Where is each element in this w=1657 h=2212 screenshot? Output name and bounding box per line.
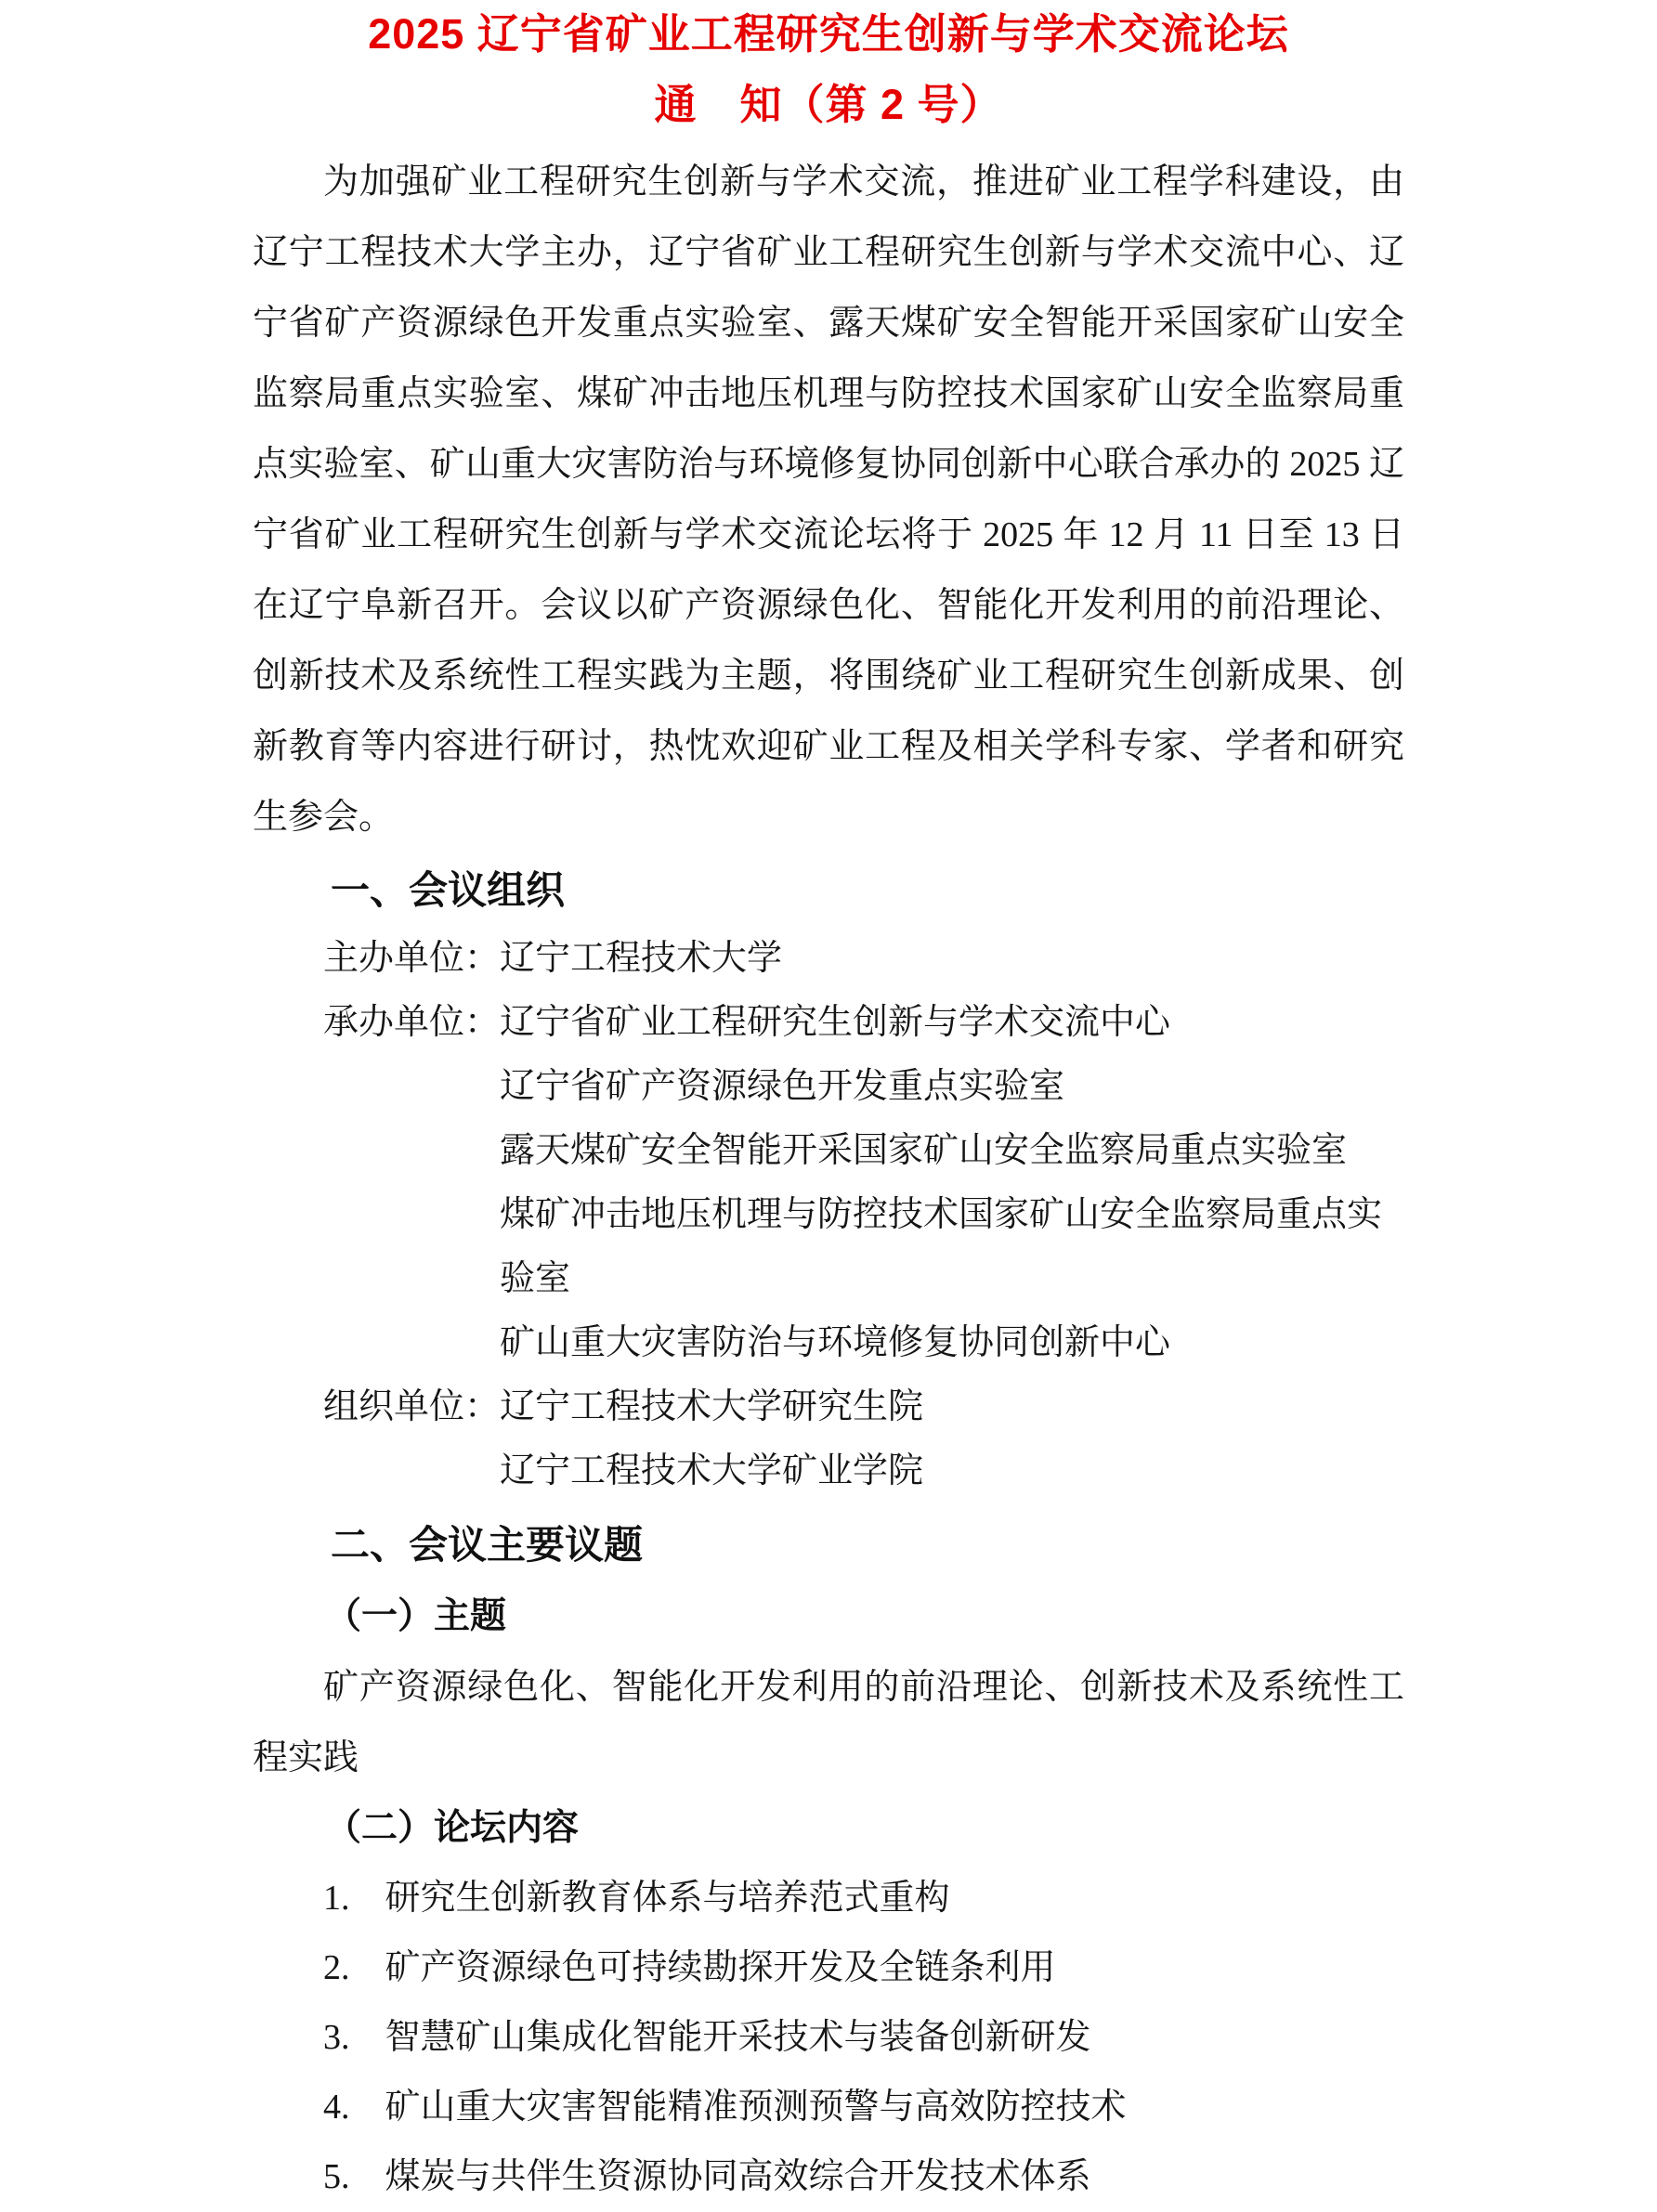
section-2-theme-text: 矿产资源绿色化、智能化开发利用的前沿理论、创新技术及系统性工程实践 (253, 1668, 1404, 1777)
organizer-row-host (253, 927, 1404, 991)
intro-paragraph: 为加强矿业工程研究生创新与学术交流，推进矿业工程学科建设，由辽宁工程技术大学主办，辽宁省矿业工程研究生创新与学术交流中心、辽宁省矿产资源绿色开发重点实验室、露天煤矿安全智能开采国家矿山安全监察局重点实验室、煤矿冲击地压机理与防控技术国家矿山安全监察局重点实验室、矿山重大灾害防治与环境修复协同创新中心联合承办的 2025 辽宁省矿业工程研究生创新与学术交流论坛将于 2025 年 12 月 11 日至 13 日在辽宁阜新召开。会议以矿产资源绿色化、智能化开发利用的前沿理论、创新技术及系统性工程实践为主题，将围绕矿业工程研究生创新成果、创新教育等内容进行研讨，热忱欢迎矿业工程及相关学科专家、学者和研究生参会。 (253, 163, 1404, 837)
organizer-label-host: 主办单位： (323, 939, 501, 978)
forum-topic-item (253, 2073, 1404, 2142)
section-2-sub-1-heading: （一）主题 (325, 1596, 507, 1636)
topic-text: 矿山重大灾害智能精准预测预警与高效防控技术 (385, 2088, 1127, 2127)
section-2-heading: 二、会议主要议题 (331, 1525, 644, 1568)
organizer-line: 辽宁工程技术大学 (500, 939, 783, 978)
section-1-heading: 一、会议组织 (331, 870, 566, 913)
organizer-lines-host (500, 927, 1404, 991)
forum-topic-item (253, 1933, 1404, 2003)
forum-topic-item (253, 2003, 1404, 2073)
topic-text: 煤炭与共伴生资源协同高效综合开发技术体系 (385, 2157, 1091, 2196)
section-2-sub-2-heading: （二）论坛内容 (325, 1808, 580, 1848)
topic-text: 研究生创新教育体系与培养范式重构 (385, 1879, 950, 1918)
organizer-line: 辽宁省矿业工程研究生创新与学术交流中心 (500, 1003, 1171, 1042)
organizer-lines-organizing-units (500, 1375, 1404, 1503)
topic-text: 矿产资源绿色可持续勘探开发及全链条利用 (385, 1948, 1056, 1987)
organizer-label-organizing-units: 组织单位： (323, 1387, 501, 1426)
organizer-line: 辽宁工程技术大学研究生院 (500, 1387, 924, 1426)
topic-number: 3. (323, 2018, 350, 2057)
organizer-line: 辽宁省矿产资源绿色开发重点实验室 (500, 1067, 1065, 1106)
organizer-line: 辽宁工程技术大学矿业学院 (500, 1451, 924, 1490)
organizer-line: 煤矿冲击地压机理与防控技术国家矿山安全监察局重点实验室 (500, 1195, 1383, 1298)
topic-number: 2. (323, 1948, 350, 1987)
topic-number: 5. (323, 2157, 350, 2196)
topic-number: 4. (323, 2088, 350, 2127)
organizer-row-coorganizers (253, 991, 1404, 1375)
document-subtitle: 通 知（第 2 号） (654, 81, 1003, 128)
topic-number: 1. (323, 1879, 350, 1918)
organizer-label-coorganizers: 承办单位： (323, 1003, 501, 1042)
organizer-lines-coorganizers (500, 991, 1404, 1375)
forum-topic-item (253, 2142, 1404, 2212)
organizer-line: 露天煤矿安全智能开采国家矿山安全监察局重点实验室 (500, 1131, 1348, 1170)
organizer-line: 矿山重大灾害防治与环境修复协同创新中心 (500, 1323, 1171, 1362)
document-title: 2025 辽宁省矿业工程研究生创新与学术交流论坛 (368, 10, 1289, 58)
forum-topic-item (253, 1864, 1404, 1933)
topic-text: 智慧矿山集成化智能开采技术与装备创新研发 (385, 2018, 1091, 2057)
organizer-row-organizing-units (253, 1375, 1404, 1503)
